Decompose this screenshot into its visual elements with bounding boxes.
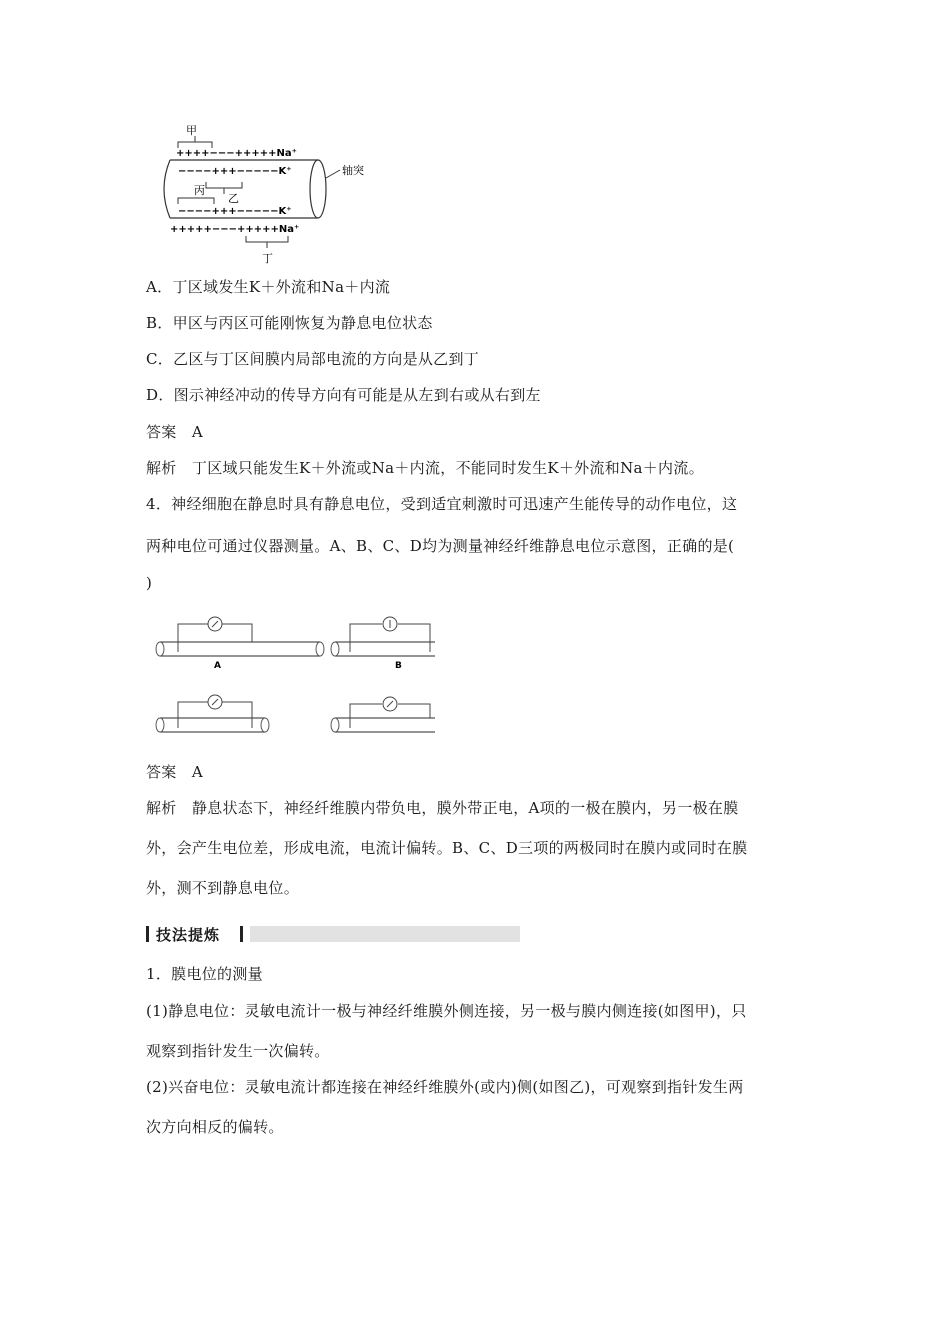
q4-stem-line-3: ) <box>146 574 153 592</box>
charge-row-4: +++++−−−+++++Na⁺ <box>170 224 300 235</box>
charge-row-2: −−−−+++−−−−−K⁺ <box>178 166 292 177</box>
q4-stem-line-2: 两种电位可通过仪器测量。A、B、C、D均为测量神经纤维静息电位示意图，正确的是( <box>146 537 735 555</box>
option-a: A．丁区域发生K＋外流和Na＋内流 <box>146 278 391 296</box>
q4-answer: 答案 A <box>146 763 204 781</box>
technique-section-title: 技法提炼 <box>156 926 221 944</box>
figure-b <box>331 617 435 671</box>
axon-diagram <box>150 118 364 268</box>
figure-b-label: B <box>395 661 402 671</box>
item1-title: 1．膜电位的测量 <box>146 965 263 983</box>
figure-c <box>156 695 269 732</box>
q4-analysis-line-3: 外，测不到静息电位。 <box>146 879 300 897</box>
q4-stem-line-1: 4．神经细胞在静息时具有静息电位，受到适宜刺激时可迅速产生能传导的动作电位，这 <box>146 495 738 513</box>
charge-row-1: ++++−−−+++++Na⁺ <box>176 148 297 159</box>
item1-p2-line-1: (2)兴奋电位：灵敏电流计都连接在神经纤维膜外(或内)侧(如图乙)，可观察到指针发生两 <box>146 1078 744 1096</box>
q3-analysis: 解析 丁区域只能发生K＋外流或Na＋内流，不能同时发生K＋外流和Na＋内流。 <box>146 459 704 477</box>
label-ding: 丁 <box>262 252 273 265</box>
q4-analysis-line-2: 外，会产生电位差，形成电流，电流计偏转。B、C、D三项的两极同时在膜内或同时在膜 <box>146 839 748 857</box>
option-d: D．图示神经冲动的传导方向有可能是从左到右或从右到左 <box>146 386 541 404</box>
bracket-ding <box>246 236 288 248</box>
figure-d <box>331 697 435 732</box>
label-yi: 乙 <box>228 192 239 205</box>
option-b: B．甲区与丙区可能刚恢复为静息电位状态 <box>146 314 433 332</box>
item1-p2-line-2: 次方向相反的偏转。 <box>146 1118 284 1136</box>
q3-answer: 答案 A <box>146 423 204 441</box>
q4-analysis-line-1: 解析 静息状态下，神经纤维膜内带负电，膜外带正电，A项的一极在膜内，另一极在膜 <box>146 799 739 817</box>
option-c: C．乙区与丁区间膜内局部电流的方向是从乙到丁 <box>146 350 480 368</box>
figure-a <box>156 617 324 671</box>
bracket-jia <box>178 136 212 148</box>
technique-section-header <box>146 924 520 944</box>
item1-p1-line-2: 观察到指针发生一次偏转。 <box>146 1042 330 1060</box>
label-jia: 甲 <box>186 124 197 137</box>
figure-a-label: A <box>214 661 221 671</box>
bracket-bing <box>178 198 214 204</box>
charge-row-3: −−−−+++−−−−−K⁺ <box>178 206 292 217</box>
label-axon: 轴突 <box>342 164 364 177</box>
measurement-figures <box>150 612 435 740</box>
label-bing: 丙 <box>194 184 205 197</box>
item1-p1-line-1: (1)静息电位：灵敏电流计一极与神经纤维膜外侧连接，另一极与膜内侧连接(如图甲)，只 <box>146 1002 747 1020</box>
